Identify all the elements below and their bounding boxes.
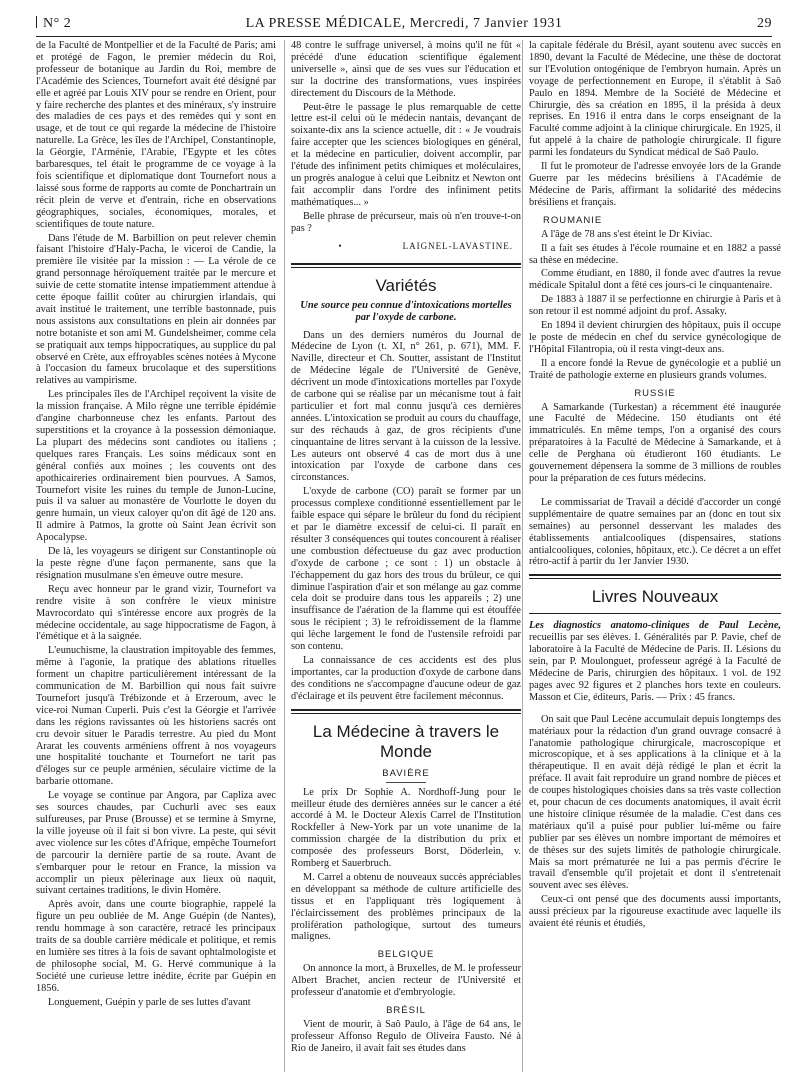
country-heading-bresil: BRÉSIL — [386, 1005, 426, 1017]
paragraph: M. Carrel a obtenu de nouveaux succès appréciables en développant sa méthode de culture artificielle des tissus et en l'appliquant très logiquement à l'éclaircissement des problèmes principaux de la prolifération pathologique, surtout des tumeurs malignes. — [291, 871, 521, 943]
paragraph: Belle phrase de précurseur, mais où n'en trouve-t-on pas ? — [291, 210, 521, 234]
paragraph: la capitale fédérale du Brésil, ayant soutenu avec succès en 1890, devant la Faculté de Médecine, une thèse de doctorat sur l'Evolution ontogénique de l'embryon humain. Après un voyage de perfectionnement en Europe, il s'établit à Saô Paulo en 1894. Membre de la Société de Médecine et Chirurgie, dès sa création en 1895, il la présida à deux reprises. En 1916 il entra dans le corps enseignant de la Faculté comme adjoint à la clinique chirurgicale. En 1925, il fut appelé à la chaire de pathologie chirurgicale. Il figure parmi les fondateurs du Syndicat médical de Saô Paulo. — [529, 40, 781, 159]
paragraph: Les principales îles de l'Archipel reçoivent la visite de la mission française. A Milo règne une terrible épidémie d'angine charbonneuse chez les enfants. Partout des superstitions et la croyance à la possession démoniaque. La plupart des médecins sont candiotes ou italiens ; quelques rares Français. Les soins médicaux sont en général confiés aux moines ; les couvents ont des apothicaireries ordinairement bien pourvues. A Samos, Tournefort visite les ruines du temple de Junon-Lucine, puis il va saluer au monastère de Vourlotte le doyen du genre humain, un vieux caloyer qu'on dit âgé de 120 ans. Il admire à Patmos, la grotte où Saint Jean écrivit son Apocalypse. — [36, 389, 276, 544]
country-heading-belgique: BELGIQUE — [377, 949, 435, 961]
paragraph: Le prix Dr Sophie A. Nordhoff-Jung pour le meilleur étude des dernières années sur le cancer a été accordé à M. le Docteur Alexis Carrel de l'Institution Rockfeller à New-York par un vote unanime de la commission chargée de la distribution du prix et composée des professeurs Borst, Döderlein, v. Romberg et Sauerbruch. — [291, 786, 521, 870]
author-signature: • LAIGNEL-LAVASTINE. — [338, 240, 513, 251]
paragraph: L'oxyde de carbone (CO) paraît se former par un processus complexe conditionné essentiellement par le faible espace qui sépare le brûleur du fond du récipient et par le diamètre excessif de celui-ci. Il paraît en résulter 3 conséquences qui toutes concourent à réaliser une combustion défectueuse du gaz avec production d'oxyde de carbone ; ce sont : 1) un obstacle à l'échappement du gaz hors des trous du brûleur, ce qui diminue l'aspiration d'air et son mélange au gaz comme cela doit se produire dans tous les appareils ; 2) une insuffisance de l'aération de la flamme qui est étouffée sous le récipient ; 3) le refroidissement de la flamme qui lèche largement le fond de l'ustensile refroidi par son contenu. — [291, 486, 521, 653]
paragraph: Il a fait ses études à l'école roumaine et en 1882 a passé sa thèse en médecine. — [529, 242, 781, 266]
country-heading-baviere: BAVIÈRE — [382, 767, 430, 779]
paragraph: de la Faculté de Montpellier et de la Faculté de Paris; ami et protégé de Fagon, le premier médecin du Roi, professeur de botanique au Jardin du Roi, membre de l'Académie des Sciences, Tournefort avait été désigné par elle et agréé par Louis XIV pour se rendre en Orient, pour y faire recherche des plantes et des minéraux, s'y instruire des maladies de ces pays et des remèdes qui y sont en usage, et de tout ce qui regarde la médecine de l'histoire naturelle. La Grèce, les îles de l'Archipel, Constantinople, la Géorgie, l'Arménie, l'Arabie, l'Egypte et les côtes barbaresques, tel était le programme de ce voyage à la fois scientifique et diplomatique dont Tournefort nous a laissé sous forme de rapports au comte de Ponchartrain un récit plein de verve et d'entrain, riche en observations géographiques, sociales, économiques, morales, et scientifiques de toute nature. — [36, 40, 276, 230]
section-title-livres: Livres Nouveaux — [591, 587, 719, 607]
column-1 — [36, 40, 276, 1072]
book-reference: recueillis par ses élèves. I. Généralités par P. Pavie, chef de laboratoire à la Faculté de Médecine de Paris. II. Lésions du sein, par P. Moulonguet, professeur agrégé à la Faculté de Médecine de Paris, chirurgien des hôpitaux. 1 vol. de 192 pages avec 92 figures et 2 planches hors texte en couleurs. Masson et Cie, éditeurs, Paris. — Prix : 45 francs. — [529, 632, 781, 703]
book-entry — [529, 620, 781, 703]
page-header — [36, 14, 772, 37]
paragraph: Comme étudiant, en 1880, il fonde avec d'autres la revue médicale Spitalul dont a fêté ces jours-ci le cinquantenaire. — [529, 268, 781, 292]
paragraph: Le voyage se continue par Angora, par Capliza avec ses sources chaudes, par Cuchurli avec ses eaux sulfureuses, par Pruse (Brousse) et se termine à Smyrne, la ville joyeuse où il fait si bon vivre. La peste, qui sévit avec violence sur les côtes d'Afrique, empêche Tournefort de parcourir la dernière partie de sa route. Avant de s'embarquer pour le retour en France, la mission va accomplir un pieux pèlerinage aux lieux où naquit, suivant certaines traditions, le divin Homère. — [36, 790, 276, 897]
paragraph: En 1894 il devient chirurgien des hôpitaux, puis il occupe le poste de médecin en chef du service gynécologique de l'Hôpital Filantropia, où il resta vingt-deux ans. — [529, 320, 781, 355]
column-3 — [522, 40, 781, 1072]
paragraph: 48 contre le suffrage universel, à moins qu'il ne fût « précédé d'une éducation scientifique également universelle », ainsi que de ses vues sur l'éducation et sur la doctrine des transformations, vues inspirées directement du Discours de la Méthode. — [291, 40, 521, 99]
paragraph: L'eunuchisme, la claustration impitoyable des femmes, même à l'agonie, la pratique des ablations rituelles forment un chapitre particulièrement intéressant de la communication de M. Barbillion qui nous fait suivre Tournefort jusqu'à Trébizonde et à Erzeroum, avec le vice-roi Numan Cuperli. Puis c'est la Géorgie et l'arrivée dans les régions ravissantes où les historiens sacrés ont cru devoir situer le Paradis terrestre. Au pied du Mont Ararat les couvents arméniens offrent à nos voyageurs une hospitalité touchante et Tournefort ne tarit pas d'éloges sur ce peuple arménien, séculaire victime de la barbarie ottomane. — [36, 645, 276, 788]
section-title-monde: La Médecine à travers le Monde — [312, 721, 500, 761]
book-title: Les diagnostics anatomo-cliniques de Paul Lecène, — [529, 620, 781, 632]
journal-title: LA PRESSE MÉDICALE, Mercredi, 7 Janvier 1931 — [245, 16, 563, 31]
paragraph: On annonce la mort, à Bruxelles, de M. le professeur Albert Brachet, ancien recteur de l'Université et professeur d'anatomie et d'embryologie. — [291, 963, 521, 999]
column-2 — [284, 40, 521, 1072]
divider — [386, 782, 426, 783]
paragraph: A l'âge de 78 ans s'est éteint le Dr Kiviac. — [541, 228, 713, 240]
spacer — [529, 704, 781, 714]
paragraph: Ceux-ci ont pensé que des documents aussi importants, aussi précieux par la rigoureuse exactitude avec laquelle ils avaient été réunis et étudiés, — [529, 894, 781, 930]
page-number: 29 — [757, 16, 772, 31]
paragraph: La connaissance de ces accidents est des plus importantes, car la production d'oxyde de carbone dans des conditions ne s'accompagne d'aucune odeur de gaz d'éclairage et ils peuvent être facilement méconnus. — [291, 654, 521, 702]
country-heading-russie: RUSSIE — [634, 387, 676, 399]
paragraph: Dans l'étude de M. Barbillion on peut relever chemin faisant l'histoire d'Haly-Pacha, le viceroi de Candie, la première île visitée par la mission : — La vérole de ce grand personnage héroïquement traitée par le mercure et suivie de cette stomatite intense impatiemment attendue à cette époque faillit coûter au chirurgien irlandais, qui avait institué le traitement, une terrible bastonnade, puis nous assistons aux consultations en plein air données par notre botaniste et son ami M. Gundelsheimer, comme cela se pratiquait aux temps hippocratiques, au supplice du pal observé en Crète, aux effroyables scènes notées à Myconе à l'occasion du fameux brucolaque et des superstitions relatives au vampirisme. — [36, 232, 276, 387]
section-divider — [291, 709, 521, 714]
section-title-varietes: Variétés — [375, 275, 437, 295]
paragraph: Reçu avec honneur par le grand vizir, Tournefort va rendre visite à son confrère le vieux ministre Mavrocordato qui s'intéresse encore aux progrès de la médecine occidentale, au sage hippocratisme de Fagon, à l'émétique et à la saignée. — [36, 583, 276, 643]
paragraph: Dans un des derniers numéros du Journal de Médecine de Lyon (t. XI, n° 261, p. 671), MM. F. Naville, directeur et Ch. Soutter, assistant de l'Institut de Médecine légale de l'Université de Genève, décrivent un mode d'intoxications mortelles par l'oxyde de carbone qui se réalise par un mécanisme tout à fait particulier et fort mal connu jusqu'à ces dernières années. L'intoxication se produit au cours du chauffage, sur des réchauds à gaz, de gros récipients d'une cinquantaine de litres servant à la cuisson de la lessive. Les auteurs ont observé 4 cas de mort dus à une intoxication par l'oxyde de carbone dans ces circonstances. — [291, 329, 521, 484]
section-divider — [529, 574, 781, 579]
paragraph: Après avoir, dans une courte biographie, rappelé la figure un peu oubliée de M. Ange Guépin (de Nantes), rendu hommage à son caractère, retracé les principaux traits de sa double carrière médicale et politique, et remis en lumière ses titres à la fois de savant ophtalmologiste et de philosophe social, M. G. Hervé communique à la Société une curieuse lettre inédite, écrite par Guépin en 1856. — [36, 899, 276, 994]
paragraph: Il a encore fondé la Revue de gynécologie et a publié un Traité de pathologie externe en plusieurs grands volumes. — [529, 357, 781, 381]
section-divider — [291, 263, 521, 268]
paragraph: A Samarkande (Turkestan) a récemment été inaugurée une Faculté de Médecine. 150 étudiants ont été immatriculés. En même temps, l'on a organisé des cours préparatoires à la Faculté de Médecine à Samarkande, et à celle de Perghana où étudieront 160 étudiants. Le gouvernement dépensera la somme de 3 millions de roubles pour la préparation de ces futurs médecins. — [529, 401, 781, 484]
paragraph: Longuement, Guépin y parle de ses luttes d'avant — [48, 996, 251, 1008]
paragraph: Le commissariat de Travail a décidé d'accorder un congé supplémentaire de quatre semaines par an (donc en tout six semaines) au personnel desservant les malades des établissements antialcooliques (dispensaires, stations antialcooliques, colonies, hôpitaux, etc.). Ce décret a un effet rétro-actif à partir du 1er Janvier 1930. — [529, 496, 781, 568]
section-divider — [529, 613, 781, 614]
country-heading-roumanie: ROUMANIE — [543, 214, 603, 226]
paragraph: Il fut le promoteur de l'adresse envoyée lors de la Grande Guerre par les médecins brésiliens à l'Académie de Médecine de Paris, affirmant la solidarité des médecins brésiliens et français. — [529, 161, 781, 208]
article-title: Une source peu connue d'intoxications mortelles par l'oxyde de carbone. — [300, 299, 512, 323]
paragraph: De 1883 à 1887 il se perfectionne en chirurgie à Paris et à son retour il est nommé adjoint du prof. Assaky. — [529, 294, 781, 318]
paragraph: Vient de mourir, à Saô Paulo, à l'âge de 64 ans, le professeur Affonso Regulo de Oliveira Fausto. Né à Rio de Janeiro, il avait fait ses études dans — [291, 1019, 521, 1054]
paragraph: Peut-être le passage le plus remarquable de cette lettre est-il celui où le médecin nantais, devançant de soixante-dix ans la science actuelle, dit : « Je voudrais faire accepter que les sciences biologiques en général, et la médecine en particulier, doivent accomplir, par l'étude des infiniment petits chimiques et moléculaires, un progrès analogue à celui que Leibnitz et Newton ont fait accomplir dans l'ordre des infiniment petits mathématiques... » — [291, 101, 521, 208]
issue-number: N° 2 — [36, 16, 71, 32]
spacer — [529, 487, 781, 497]
paragraph: On sait que Paul Lecène accumulait depuis longtemps des matériaux pour la rédaction d'un grand ouvrage consacré à l'anatomie pathologique chirurgicale, macroscopique et microscopique, et à ses applications à la clinique et à la thérapeutique. Il en avait déjà rédigé le plan et écrit la préface. Il avait fait reproduire un grand nombre de pièces et de coupes histologiques choisies dans sa très vaste collection et, pour chacun de ces documents anatomiques, il avait écrit une histoire clinique résumée de la maladie. C'est dans ces matériaux qu'il a puisé pour publier lui-même ou faire publier par ses élèves un nombre important de mémoires et de thèses sur des sujets limités de pathologie chirurgicale. Mais sa mort prématurée ne lui a pas permis d'écrire le travail d'ensemble qu'il projetait et dont il s'entretenait souvent avec ses élèves. — [529, 713, 781, 892]
paragraph: De là, les voyageurs se dirigent sur Constantinople où la peste règne d'une façon permanente, sans que la résignation musulmane s'en émeuve outre mesure. — [36, 546, 276, 581]
